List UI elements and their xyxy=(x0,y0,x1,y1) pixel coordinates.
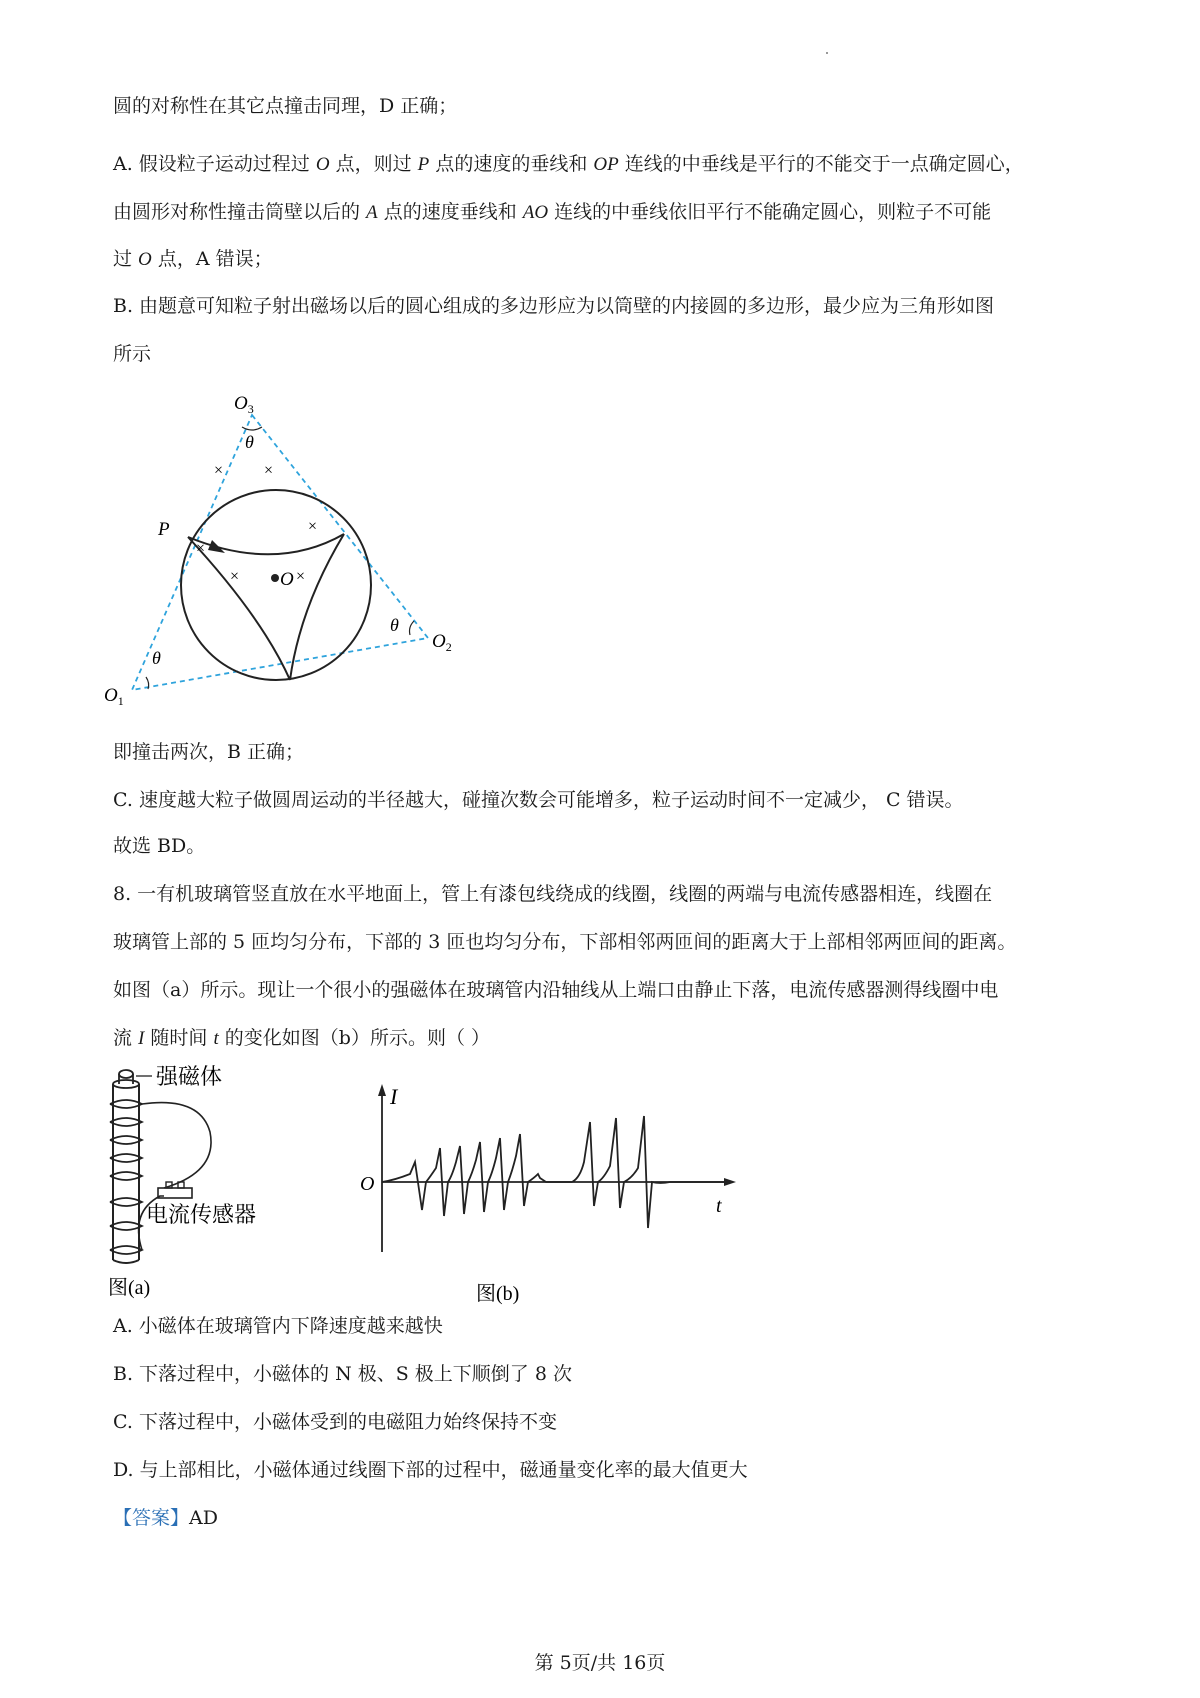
axis-label-t: t xyxy=(716,1195,722,1217)
label-o3: $O_3$ xyxy=(234,393,254,416)
label-o: O xyxy=(280,569,294,590)
option-a-explanation-line-3: 过 O 点，A 错误； xyxy=(113,248,273,270)
option-b-explanation-line-1: B. 由题意可知粒子射出磁场以后的圆心组成的多边形应为以筒壁的内接圆的多边形，最少应为三角形如图 xyxy=(113,295,995,317)
text-line: 圆的对称性在其它点撞击同理，D 正确； xyxy=(113,95,458,117)
question-8-line-3: 如图（a）所示。现让一个很小的强磁体在玻璃管内沿轴线从上端口由静止下落，电流传感器测得线圈中电 xyxy=(113,979,999,1001)
answer-tag: 【答案】 xyxy=(113,1507,190,1529)
cross-mark: × xyxy=(214,462,224,479)
option-a: A. 小磁体在玻璃管内下降速度越来越快 xyxy=(113,1315,443,1337)
center-dot xyxy=(271,574,279,582)
option-c: C. 下落过程中，小磁体受到的电磁阻力始终保持不变 xyxy=(113,1411,557,1433)
angle-arc-right xyxy=(410,621,415,635)
option-b: B. 下落过程中，小磁体的 N 极、S 极上下顺倒了 8 次 xyxy=(113,1363,572,1385)
axis-label-i: I xyxy=(390,1084,398,1109)
answer-line xyxy=(113,1504,1103,1532)
question-8-line-1: 8. 一有机玻璃管竖直放在水平地面上，管上有漆包线绕成的线圈，线圈的两端与电流传感器相连，线圈在 xyxy=(113,883,993,905)
magnet-icon xyxy=(119,1070,133,1078)
option-c-explanation: C. 速度越大粒子做圆周运动的半径越大，碰撞次数会可能增多，粒子运动时间不一定减少， C 错误。 xyxy=(113,789,964,811)
lead-wire-upper xyxy=(142,1103,211,1188)
velocity-arrow xyxy=(208,540,225,553)
option-b-explanation-line-2: 所示 xyxy=(113,343,152,365)
axis-label-o: O xyxy=(360,1173,375,1195)
option-a-explanation-line-2: 由圆形对称性撞击筒壁以后的 A 点的速度垂线和 AO 连线的中垂线依旧平行不能确定圆心，则粒子不可能 xyxy=(113,201,992,223)
triangle-circle-diagram xyxy=(104,385,460,715)
trajectory-arc-left xyxy=(188,537,290,680)
figure-a-caption: 图(a) xyxy=(108,1277,151,1299)
label-p: P xyxy=(158,519,170,540)
label-o2: $O_2$ xyxy=(432,631,452,654)
label-theta-top: θ xyxy=(245,432,254,452)
cross-mark: × xyxy=(308,518,318,535)
cross-mark: × xyxy=(230,568,240,585)
label-o1: $O_1$ xyxy=(104,685,124,708)
coil-upper-turns xyxy=(110,1100,142,1180)
cross-mark: × xyxy=(296,568,306,585)
label-theta-left: θ xyxy=(152,648,161,668)
cross-mark: × xyxy=(264,462,274,479)
coil-lower-turns xyxy=(110,1198,142,1254)
question-8-line-2: 玻璃管上部的 5 匝均匀分布，下部的 3 匝也均匀分布，下部相邻两匝间的距离大于上部相邻两匝间的距离。 xyxy=(113,931,1017,953)
current-curve xyxy=(382,1116,724,1228)
sensor-label: 电流传感器 xyxy=(146,1202,257,1227)
dashed-triangle xyxy=(132,415,428,690)
question-8-line-4: 流 I 随时间 t 的变化如图（b）所示。则（ ） xyxy=(113,1027,490,1049)
label-theta-right: θ xyxy=(390,615,399,635)
cross-mark: × xyxy=(196,540,206,557)
page-footer: 第 5页/共 16页 xyxy=(534,1652,666,1674)
magnet-label: 强磁体 xyxy=(156,1064,223,1089)
option-a-explanation-line-1: A. 假设粒子运动过程过 O 点，则过 P 点的速度的垂线和 OP 连线的中垂线是平行的不能交于一点确定圆心， xyxy=(113,153,1024,175)
tube-top xyxy=(113,1080,139,1088)
answer-value: AD xyxy=(189,1507,218,1529)
option-d: D. 与上部相比，小磁体通过线圈下部的过程中，磁通量变化率的最大值更大 xyxy=(113,1459,748,1481)
answer-selection: 故选 BD。 xyxy=(113,835,206,857)
figure-b-current-graph xyxy=(340,1082,750,1312)
scan-dot xyxy=(826,52,828,54)
text-line: 即撞击两次，B 正确； xyxy=(113,741,305,763)
figure-b-caption: 图(b) xyxy=(476,1283,520,1305)
figure-a-tube-coil xyxy=(100,1062,300,1302)
